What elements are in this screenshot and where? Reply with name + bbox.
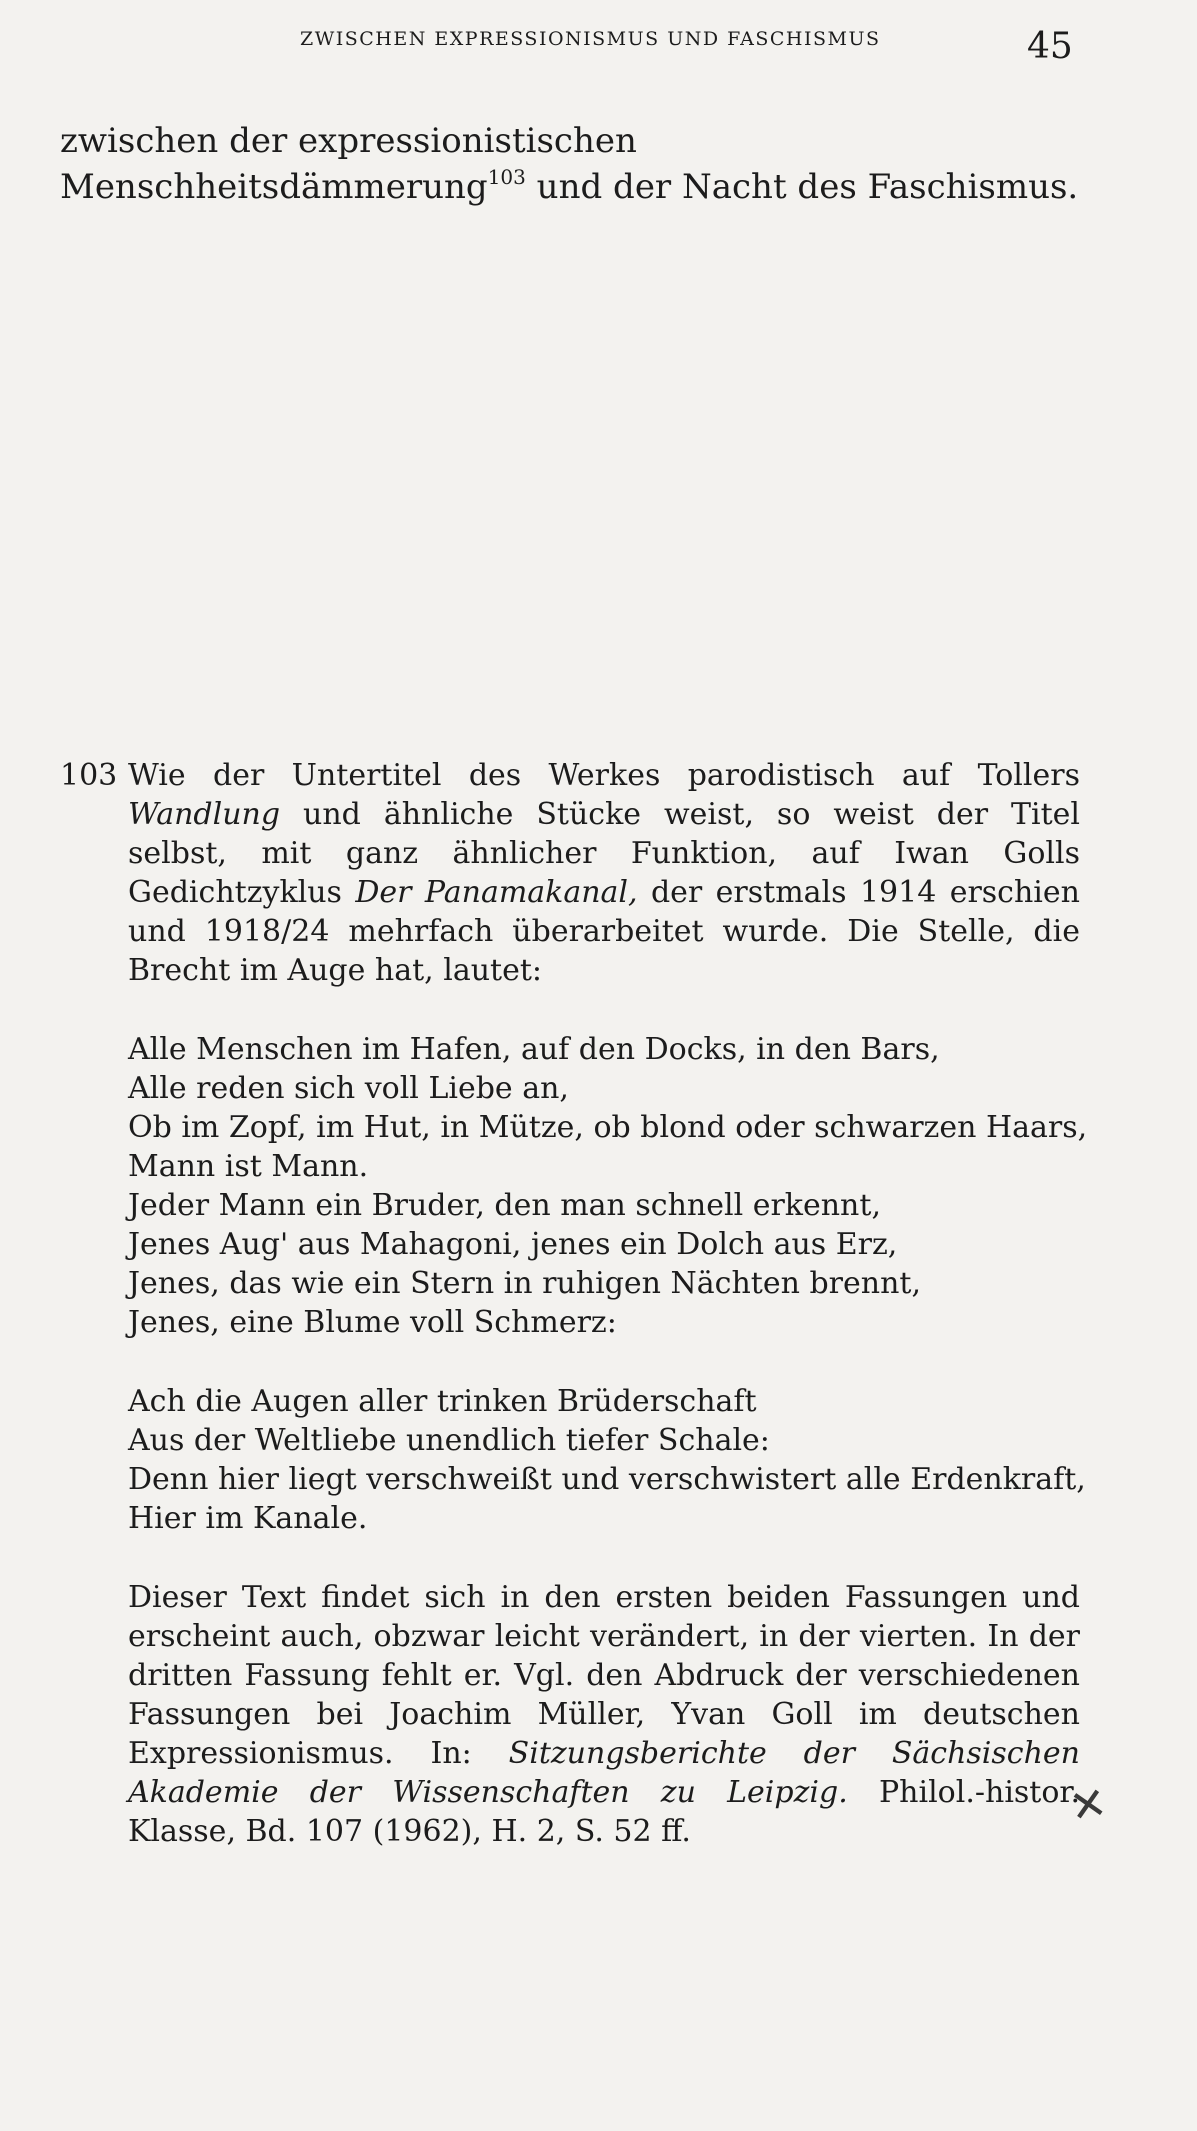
running-head: ZWISCHEN EXPRESSIONISMUS UND FASCHISMUS: [300, 28, 881, 50]
page-number: 45: [1027, 26, 1073, 67]
verse-line: Jenes Aug' aus Mahagoni, jenes ein Dolch aus Erz,: [128, 1227, 898, 1262]
verse-line: Jenes, eine Blume voll Schmerz:: [128, 1305, 617, 1340]
footnote-intro-text: Wie der Untertitel des Werkes parodistisch auf Tollers: [128, 758, 1080, 793]
verse-line: Jeder Mann ein Bruder, den man schnell erkennt,: [128, 1188, 881, 1223]
footnote-intro-title-wandlung: Wandlung: [128, 797, 281, 832]
verse-line: Aus der Weltliebe unendlich tiefer Schale:: [128, 1423, 770, 1458]
footnote: [60, 756, 1088, 1851]
footnote-outro: [128, 1578, 1080, 1851]
footnote-reference: 103: [487, 164, 526, 189]
footnote-intro-text: der erstmals 1914 erschien und 1918/24 mehrfach überarbeitet wurde. Die Stelle, die Brecht im Auge hat, lautet:: [128, 875, 1080, 988]
verse-stanza-2: [128, 1382, 1086, 1538]
verse-line: Ob im Zopf, im Hut, in Mütze, ob blond oder schwarzen Haars,: [128, 1110, 1088, 1145]
footnote-intro: [128, 756, 1080, 990]
verse-line: Hier im Kanale.: [128, 1501, 368, 1536]
verse-quotation: [128, 1030, 1088, 1538]
footnote-intro-text: und ähnliche Stücke weist, so weist der Titel selbst, mit ganz ähnlicher Funktion, auf Iwan Golls Gedichtzyklus: [128, 797, 1080, 910]
footnote-intro-title-panamakanal: Der Panamakanal,: [355, 875, 638, 910]
footnote-outro-text: Philol.-histor. Klasse, Bd. 107 (1962), H. 2, S. 52 ff.: [128, 1775, 1081, 1849]
verse-line: Ach die Augen aller trinken Brüderschaft: [128, 1384, 757, 1419]
verse-line: Alle Menschen im Hafen, auf den Docks, in den Bars,: [128, 1032, 940, 1067]
body-paragraph: [60, 118, 1080, 210]
footnote-body: [128, 756, 1088, 1851]
footnote-outro-text: Dieser Text findet sich in den ersten beiden Fassungen und erscheint auch, obzwar leicht verändert, in der vierten. In der dritten Fassung fehlt er. Vgl. den Abdruck der verschiedenen Fassungen bei Joachim Müller, Yvan Goll im deutschen Expressionismus. In:: [128, 1580, 1080, 1771]
verse-line: Mann ist Mann.: [128, 1149, 369, 1184]
verse-line: Jenes, das wie ein Stern in ruhigen Nächten brennt,: [128, 1266, 921, 1301]
body-text-after: und der Nacht des Faschismus.: [525, 167, 1079, 207]
verse-stanza-1: [128, 1030, 1088, 1342]
verse-line: Denn hier liegt verschweißt und verschwistert alle Erdenkraft,: [128, 1462, 1086, 1497]
body-text-before: zwischen der expressionistischen Menschheitsdämmerung: [60, 121, 637, 207]
footnote-outro-journal-title: Sitzungsberichte der Sächsischen Akademie der Wissenschaften zu Leipzig.: [128, 1736, 1080, 1810]
handwritten-cross-mark: ✕: [1065, 1777, 1112, 1834]
footnote-marker: 103: [60, 758, 118, 793]
verse-line: Alle reden sich voll Liebe an,: [128, 1071, 569, 1106]
